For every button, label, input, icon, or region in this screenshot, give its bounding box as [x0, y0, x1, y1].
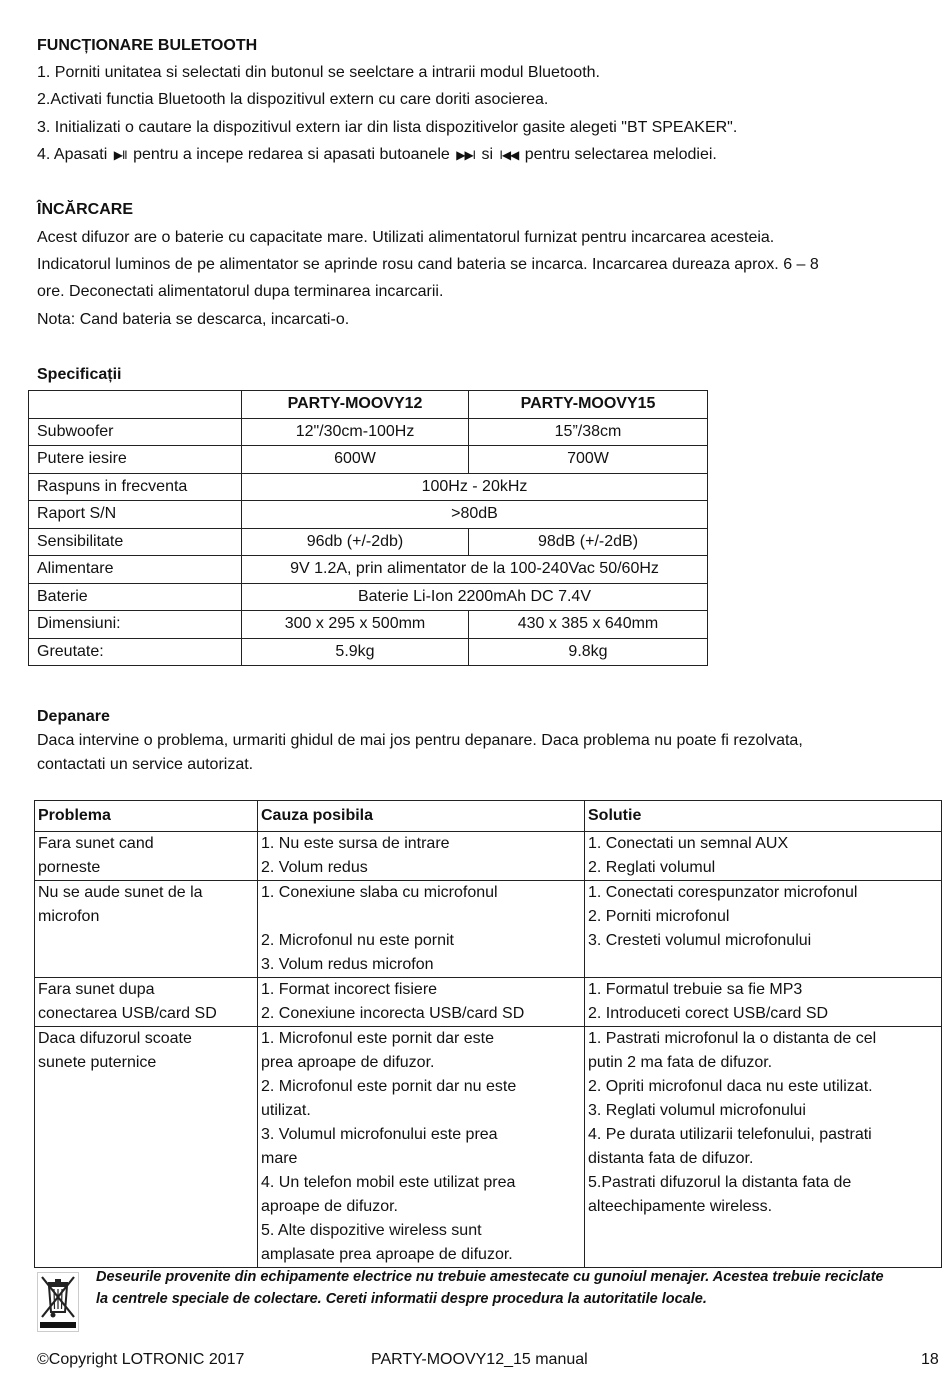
- cause-cell: [258, 1027, 585, 1268]
- step-4-mid: pentru a incepe redarea si apasati butoanele: [133, 146, 450, 163]
- cell-line: 3. Reglati volumul microfonului: [588, 1102, 806, 1119]
- step-4-si: si: [481, 146, 494, 163]
- previous-track-icon: I◀◀: [499, 148, 519, 162]
- spec-label: Raspuns in frecventa: [29, 473, 242, 501]
- cell-line: 5.Pastrati difuzorul la distanta fata de: [588, 1174, 852, 1191]
- recycling-line-2: la centrele speciale de colectare. Cereti informatii despre procedura la autoritatile locale.: [96, 1291, 707, 1307]
- spec-value-15: 430 x 385 x 640mm: [469, 611, 708, 639]
- spec-label: Greutate:: [29, 638, 242, 666]
- spec-value-both: 100Hz - 20kHz: [242, 473, 708, 501]
- cause-cell: [258, 978, 585, 1027]
- cell-line: 3. Cresteti volumul microfonului: [588, 932, 812, 949]
- specs-row: [29, 418, 708, 446]
- cell-line: 2. Opriti microfonul daca nu este utilizat.: [588, 1078, 873, 1095]
- troubleshooting-intro-2: contactati un service autorizat.: [37, 756, 254, 773]
- step-4-post: pentru selectarea melodiei.: [524, 146, 717, 163]
- cell-line: 2. Reglati volumul: [588, 859, 716, 876]
- cell-line: 1. Conexiune slaba cu microfonul: [261, 884, 498, 901]
- recycling-line-1: Deseurile provenite din echipamente electrice nu trebuie amestecate cu gunoiul menajer. Acestea trebuie reciclate: [96, 1269, 884, 1285]
- cell-line: aproape de difuzor.: [261, 1198, 398, 1215]
- cell-line: mare: [261, 1150, 298, 1167]
- charging-line-1: Acest difuzor are o baterie cu capacitate mare. Utilizati alimentatorul furnizat pentru incarcarea acesteia.: [37, 229, 775, 246]
- cause-cell: [258, 881, 585, 978]
- cell-line: 5. Alte dispozitive wireless sunt: [261, 1222, 482, 1239]
- specs-table: [28, 390, 708, 666]
- step-4-pre: 4. Apasati: [37, 146, 108, 163]
- cell-line: Fara sunet dupa: [38, 981, 155, 998]
- specs-row: [29, 501, 708, 529]
- cell-line: 1. Nu este sursa de intrare: [261, 835, 450, 852]
- cell-line: porneste: [38, 859, 101, 876]
- spec-value-12: 600W: [242, 446, 469, 474]
- trouble-row: [35, 978, 942, 1027]
- bluetooth-step-2: 2.Activati functia Bluetooth la dispozitivul extern cu care doriti asocierea.: [37, 91, 549, 108]
- problem-cell: [35, 1027, 258, 1268]
- spec-value-12: 12"/30cm-100Hz: [242, 418, 469, 446]
- charging-line-3: ore. Deconectati alimentatorul dupa terminarea incarcarii.: [37, 283, 444, 300]
- spec-label: Putere iesire: [29, 446, 242, 474]
- solution-cell: [585, 1027, 942, 1268]
- cell-line: putin 2 ma fata de difuzor.: [588, 1054, 773, 1071]
- specs-row: [29, 638, 708, 666]
- cell-gap: [261, 905, 581, 929]
- bluetooth-step-3: 3. Initializati o cautare la dispozitivul extern iar din lista dispozitivelor gasite alegeti "BT SPEAKER".: [37, 119, 738, 136]
- trouble-header-row: [35, 801, 942, 832]
- cell-line: 1. Format incorect fisiere: [261, 981, 438, 998]
- problem-cell: [35, 832, 258, 881]
- charging-heading: ÎNCĂRCARE: [37, 201, 133, 218]
- next-track-icon: ▶▶I: [456, 148, 476, 162]
- trouble-row: [35, 881, 942, 978]
- header-solution: Solutie: [585, 801, 942, 832]
- cell-line: 2. Microfonul nu este pornit: [261, 932, 454, 949]
- footer-copyright: ©Copyright LOTRONIC 2017: [37, 1351, 245, 1368]
- solution-cell: [585, 832, 942, 881]
- solution-cell: [585, 881, 942, 978]
- trouble-row: [35, 832, 942, 881]
- cell-line: amplasate prea aproape de difuzor.: [261, 1246, 513, 1263]
- cell-line: 1. Formatul trebuie sa fie MP3: [588, 981, 803, 998]
- spec-label: Sensibilitate: [29, 528, 242, 556]
- cell-line: prea aproape de difuzor.: [261, 1054, 435, 1071]
- footer-page-number: 18: [921, 1351, 939, 1368]
- specs-row: [29, 528, 708, 556]
- specs-header-empty: [29, 391, 242, 419]
- spec-value-15: 15”/38cm: [469, 418, 708, 446]
- troubleshooting-table: [34, 800, 942, 1268]
- play-pause-icon: ▶II: [113, 148, 127, 162]
- cell-line: 1. Pastrati microfonul la o distanta de cel: [588, 1030, 877, 1047]
- cell-line: distanta fata de difuzor.: [588, 1150, 754, 1167]
- spec-value-12: 96db (+/-2db): [242, 528, 469, 556]
- specs-row: [29, 556, 708, 584]
- cell-line: 1. Conectati un semnal AUX: [588, 835, 789, 852]
- specs-row: [29, 611, 708, 639]
- cell-line: 2. Conexiune incorecta USB/card SD: [261, 1005, 525, 1022]
- cell-line: 4. Un telefon mobil este utilizat prea: [261, 1174, 516, 1191]
- cell-line: 2. Porniti microfonul: [588, 908, 730, 925]
- header-problem: Problema: [35, 801, 258, 832]
- spec-label: Baterie: [29, 583, 242, 611]
- cell-line: microfon: [38, 908, 100, 925]
- cell-line: sunete puternice: [38, 1054, 157, 1071]
- bluetooth-step-1: 1. Porniti unitatea si selectati din butonul se seelctare a intrarii modul Bluetooth.: [37, 64, 600, 81]
- problem-cell: [35, 978, 258, 1027]
- specs-row: [29, 583, 708, 611]
- problem-cell: [35, 881, 258, 978]
- spec-value-both: Baterie Li-Ion 2200mAh DC 7.4V: [242, 583, 708, 611]
- spec-label: Dimensiuni:: [29, 611, 242, 639]
- cell-line: Nu se aude sunet de la: [38, 884, 203, 901]
- solution-cell: [585, 978, 942, 1027]
- cell-line: utilizat.: [261, 1102, 311, 1119]
- footer-manual-name: PARTY-MOOVY12_15 manual: [371, 1351, 588, 1368]
- charging-line-2: Indicatorul luminos de pe alimentator se aprinde rosu cand bateria se incarca. Incarcarea dureaza aprox. 6 – 8: [37, 256, 819, 273]
- spec-value-both: >80dB: [242, 501, 708, 529]
- cause-cell: [258, 832, 585, 881]
- spec-value-15: 700W: [469, 446, 708, 474]
- cell-line: 1. Microfonul este pornit dar este: [261, 1030, 495, 1047]
- bluetooth-heading: FUNCȚIONARE BULETOOTH: [37, 37, 258, 54]
- header-cause: Cauza posibila: [258, 801, 585, 832]
- specs-heading: Specificații: [37, 366, 122, 383]
- spec-label: Subwoofer: [29, 418, 242, 446]
- recycling-notice: [96, 1266, 946, 1310]
- cell-line: Daca difuzorul scoate: [38, 1030, 192, 1047]
- weee-crossed-bin-icon: [37, 1272, 79, 1332]
- trouble-row: [35, 1027, 942, 1268]
- troubleshooting-heading: Depanare: [37, 708, 110, 725]
- specs-header-model-12: PARTY-MOOVY12: [242, 391, 469, 419]
- cell-line: conectarea USB/card SD: [38, 1005, 217, 1022]
- cell-line: 3. Volumul microfonului este prea: [261, 1126, 498, 1143]
- cell-line: 3. Volum redus microfon: [261, 956, 434, 973]
- spec-value-12: 5.9kg: [242, 638, 469, 666]
- cell-line: Fara sunet cand: [38, 835, 154, 852]
- spec-value-15: 9.8kg: [469, 638, 708, 666]
- spec-label: Alimentare: [29, 556, 242, 584]
- specs-row: [29, 446, 708, 474]
- charging-note: Nota: Cand bateria se descarca, incarcati-o.: [37, 311, 350, 328]
- cell-line: 2. Introduceti corect USB/card SD: [588, 1005, 829, 1022]
- cell-line: 4. Pe durata utilizarii telefonului, pastrati: [588, 1126, 872, 1143]
- specs-header-row: [29, 391, 708, 419]
- spec-value-12: 300 x 295 x 500mm: [242, 611, 469, 639]
- spec-value-15: 98dB (+/-2dB): [469, 528, 708, 556]
- cell-line: alteechipamente wireless.: [588, 1198, 773, 1215]
- cell-line: 1. Conectati corespunzator microfonul: [588, 884, 858, 901]
- spec-value-both: 9V 1.2A, prin alimentator de la 100-240Vac 50/60Hz: [242, 556, 708, 584]
- specs-row: [29, 473, 708, 501]
- troubleshooting-intro-1: Daca intervine o problema, urmariti ghidul de mai jos pentru depanare. Daca problema nu poate fi rezolvata,: [37, 732, 803, 749]
- bluetooth-step-4: [37, 145, 717, 165]
- spec-label: Raport S/N: [29, 501, 242, 529]
- cell-line: 2. Microfonul este pornit dar nu este: [261, 1078, 517, 1095]
- specs-header-model-15: PARTY-MOOVY15: [469, 391, 708, 419]
- cell-line: 2. Volum redus: [261, 859, 368, 876]
